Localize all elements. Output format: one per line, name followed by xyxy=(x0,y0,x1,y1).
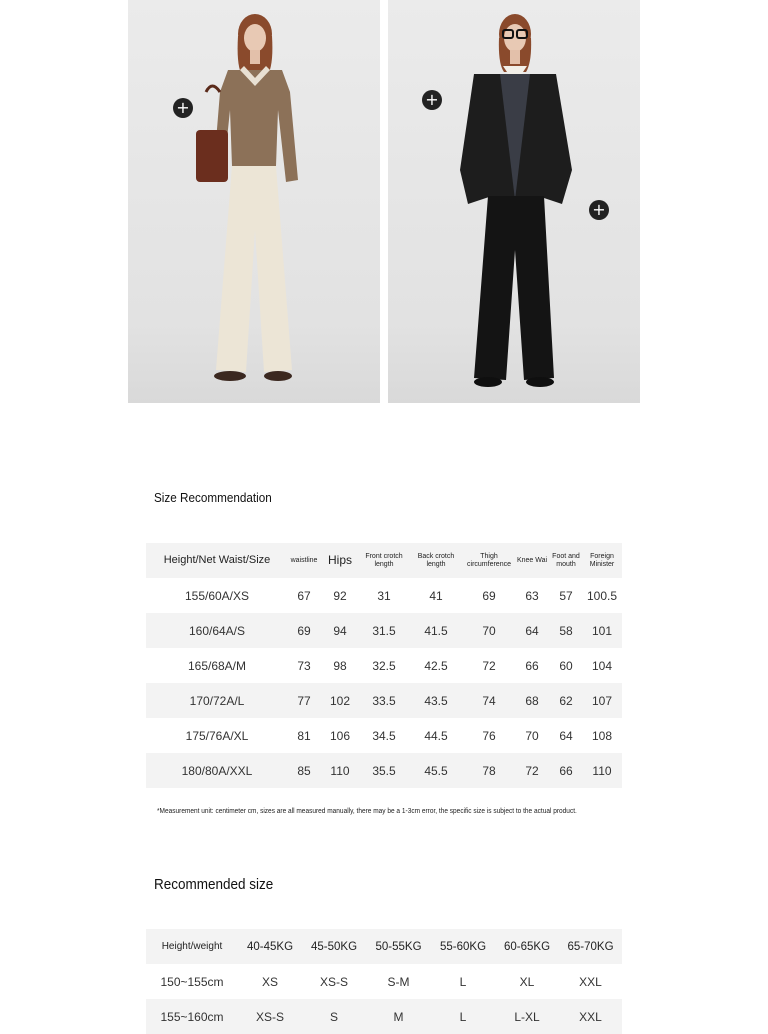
table-cell: 78 xyxy=(464,753,514,788)
column-header: Height/weight xyxy=(146,929,238,964)
table-cell: 106 xyxy=(329,728,351,743)
table-cell: 110 xyxy=(320,753,360,788)
table-cell: 43.5 xyxy=(408,683,464,718)
table-cell: XS xyxy=(261,974,278,989)
table-cell: 69 xyxy=(482,588,496,603)
table-row xyxy=(146,683,622,718)
table-cell: 63 xyxy=(525,588,539,603)
column-header: waistline xyxy=(288,543,320,578)
hotspot-plus-icon[interactable]: + xyxy=(589,200,609,220)
model-illustration-left xyxy=(128,0,380,403)
hotspot-plus-icon[interactable]: + xyxy=(173,98,193,118)
table-cell: 62 xyxy=(550,683,582,718)
table-cell: 175/76A/XL xyxy=(185,728,249,743)
measurement-footnote: *Measurement unit: centimeter cm, sizes are all measured manually, there may be a 1-3cm error, the specific size is subject to the actual product. xyxy=(157,806,577,815)
table-cell: XS-S xyxy=(238,999,302,1034)
size-table-header-row xyxy=(146,543,622,578)
table-cell: 101 xyxy=(582,613,622,648)
hotspot-plus-icon[interactable]: + xyxy=(422,90,442,110)
table-cell: 72 xyxy=(514,753,550,788)
table-cell: 160/64A/S xyxy=(146,613,288,648)
table-cell: 57 xyxy=(559,588,573,603)
recommended-size-table xyxy=(146,929,622,1034)
table-cell: 33.5 xyxy=(360,683,408,718)
table-cell: XS-S xyxy=(319,974,348,989)
table-cell: 155/60A/XS xyxy=(184,588,250,603)
table-row xyxy=(146,999,622,1034)
column-header: Height/Net Waist/Size xyxy=(146,543,288,578)
column-header: Thigh circumference xyxy=(464,543,514,578)
table-cell: 69 xyxy=(288,613,320,648)
table-cell: L xyxy=(459,974,467,989)
table-cell: 94 xyxy=(320,613,360,648)
size-table-body xyxy=(146,578,622,788)
table-cell: 45.5 xyxy=(408,753,464,788)
table-cell: 41 xyxy=(429,588,443,603)
table-cell: XXL xyxy=(559,999,622,1034)
table-cell: 31.5 xyxy=(360,613,408,648)
table-cell: 98 xyxy=(333,658,347,673)
table-cell: 70 xyxy=(464,613,514,648)
table-cell: 104 xyxy=(591,658,613,673)
column-header: 55-60KG xyxy=(431,929,495,964)
table-cell: 72 xyxy=(482,658,496,673)
table-cell: 165/68A/M xyxy=(187,658,247,673)
column-header: 40-45KG xyxy=(238,929,302,964)
table-cell: 35.5 xyxy=(360,753,408,788)
table-cell: XL xyxy=(519,974,535,989)
table-cell: S xyxy=(302,999,366,1034)
column-header: Front crotch length xyxy=(360,543,408,578)
table-cell: 64 xyxy=(559,728,573,743)
table-cell: 150~155cm xyxy=(160,974,224,989)
column-header: Knee Wai xyxy=(514,543,550,578)
table-cell: XXL xyxy=(579,974,602,989)
table-cell: 110 xyxy=(582,753,622,788)
table-row xyxy=(146,718,622,753)
table-cell: 92 xyxy=(333,588,347,603)
table-cell: 34.5 xyxy=(372,728,396,743)
table-cell: 73 xyxy=(297,658,311,673)
table-cell: 81 xyxy=(297,728,311,743)
table-cell: 170/72A/L xyxy=(146,683,288,718)
table-cell: 85 xyxy=(288,753,320,788)
column-header: Hips xyxy=(320,543,360,578)
table-cell: 107 xyxy=(582,683,622,718)
table-cell: 58 xyxy=(550,613,582,648)
table-cell: 77 xyxy=(288,683,320,718)
table-cell: 180/80A/XXL xyxy=(146,753,288,788)
table-cell: 32.5 xyxy=(372,658,396,673)
table-cell: 44.5 xyxy=(424,728,448,743)
product-photo-left xyxy=(128,0,380,403)
recommended-size-title: Recommended size xyxy=(154,876,274,893)
recommended-table-header-row xyxy=(146,929,622,964)
table-cell: L-XL xyxy=(495,999,559,1034)
table-cell: 108 xyxy=(591,728,613,743)
table-cell: 100.5 xyxy=(586,588,618,603)
table-cell: 66 xyxy=(550,753,582,788)
table-row xyxy=(146,578,622,613)
table-cell: 31 xyxy=(377,588,391,603)
table-cell: 41.5 xyxy=(408,613,464,648)
column-header: Back crotch length xyxy=(408,543,464,578)
table-cell: L xyxy=(431,999,495,1034)
table-cell: 74 xyxy=(464,683,514,718)
column-header: Foreign Minister xyxy=(582,543,622,578)
table-cell: 76 xyxy=(482,728,496,743)
table-cell: 64 xyxy=(514,613,550,648)
product-photo-right xyxy=(388,0,640,403)
column-header: 50-55KG xyxy=(366,929,431,964)
column-header: 45-50KG xyxy=(302,929,366,964)
table-cell: 66 xyxy=(525,658,539,673)
table-cell: 155~160cm xyxy=(146,999,238,1034)
table-cell: 68 xyxy=(514,683,550,718)
table-row xyxy=(146,613,622,648)
size-recommendation-title: Size Recommendation xyxy=(154,490,272,505)
table-cell: M xyxy=(366,999,431,1034)
table-cell: 42.5 xyxy=(424,658,448,673)
column-header: Foot and mouth xyxy=(550,543,582,578)
table-cell: S-M xyxy=(387,974,410,989)
table-cell: 102 xyxy=(320,683,360,718)
column-header: 65-70KG xyxy=(559,929,622,964)
table-cell: 60 xyxy=(559,658,573,673)
column-header: 60-65KG xyxy=(495,929,559,964)
table-cell: 67 xyxy=(297,588,311,603)
table-row xyxy=(146,753,622,788)
size-chart-table xyxy=(146,543,622,788)
table-row xyxy=(146,648,622,683)
table-cell: 70 xyxy=(525,728,539,743)
table-row xyxy=(146,964,622,999)
